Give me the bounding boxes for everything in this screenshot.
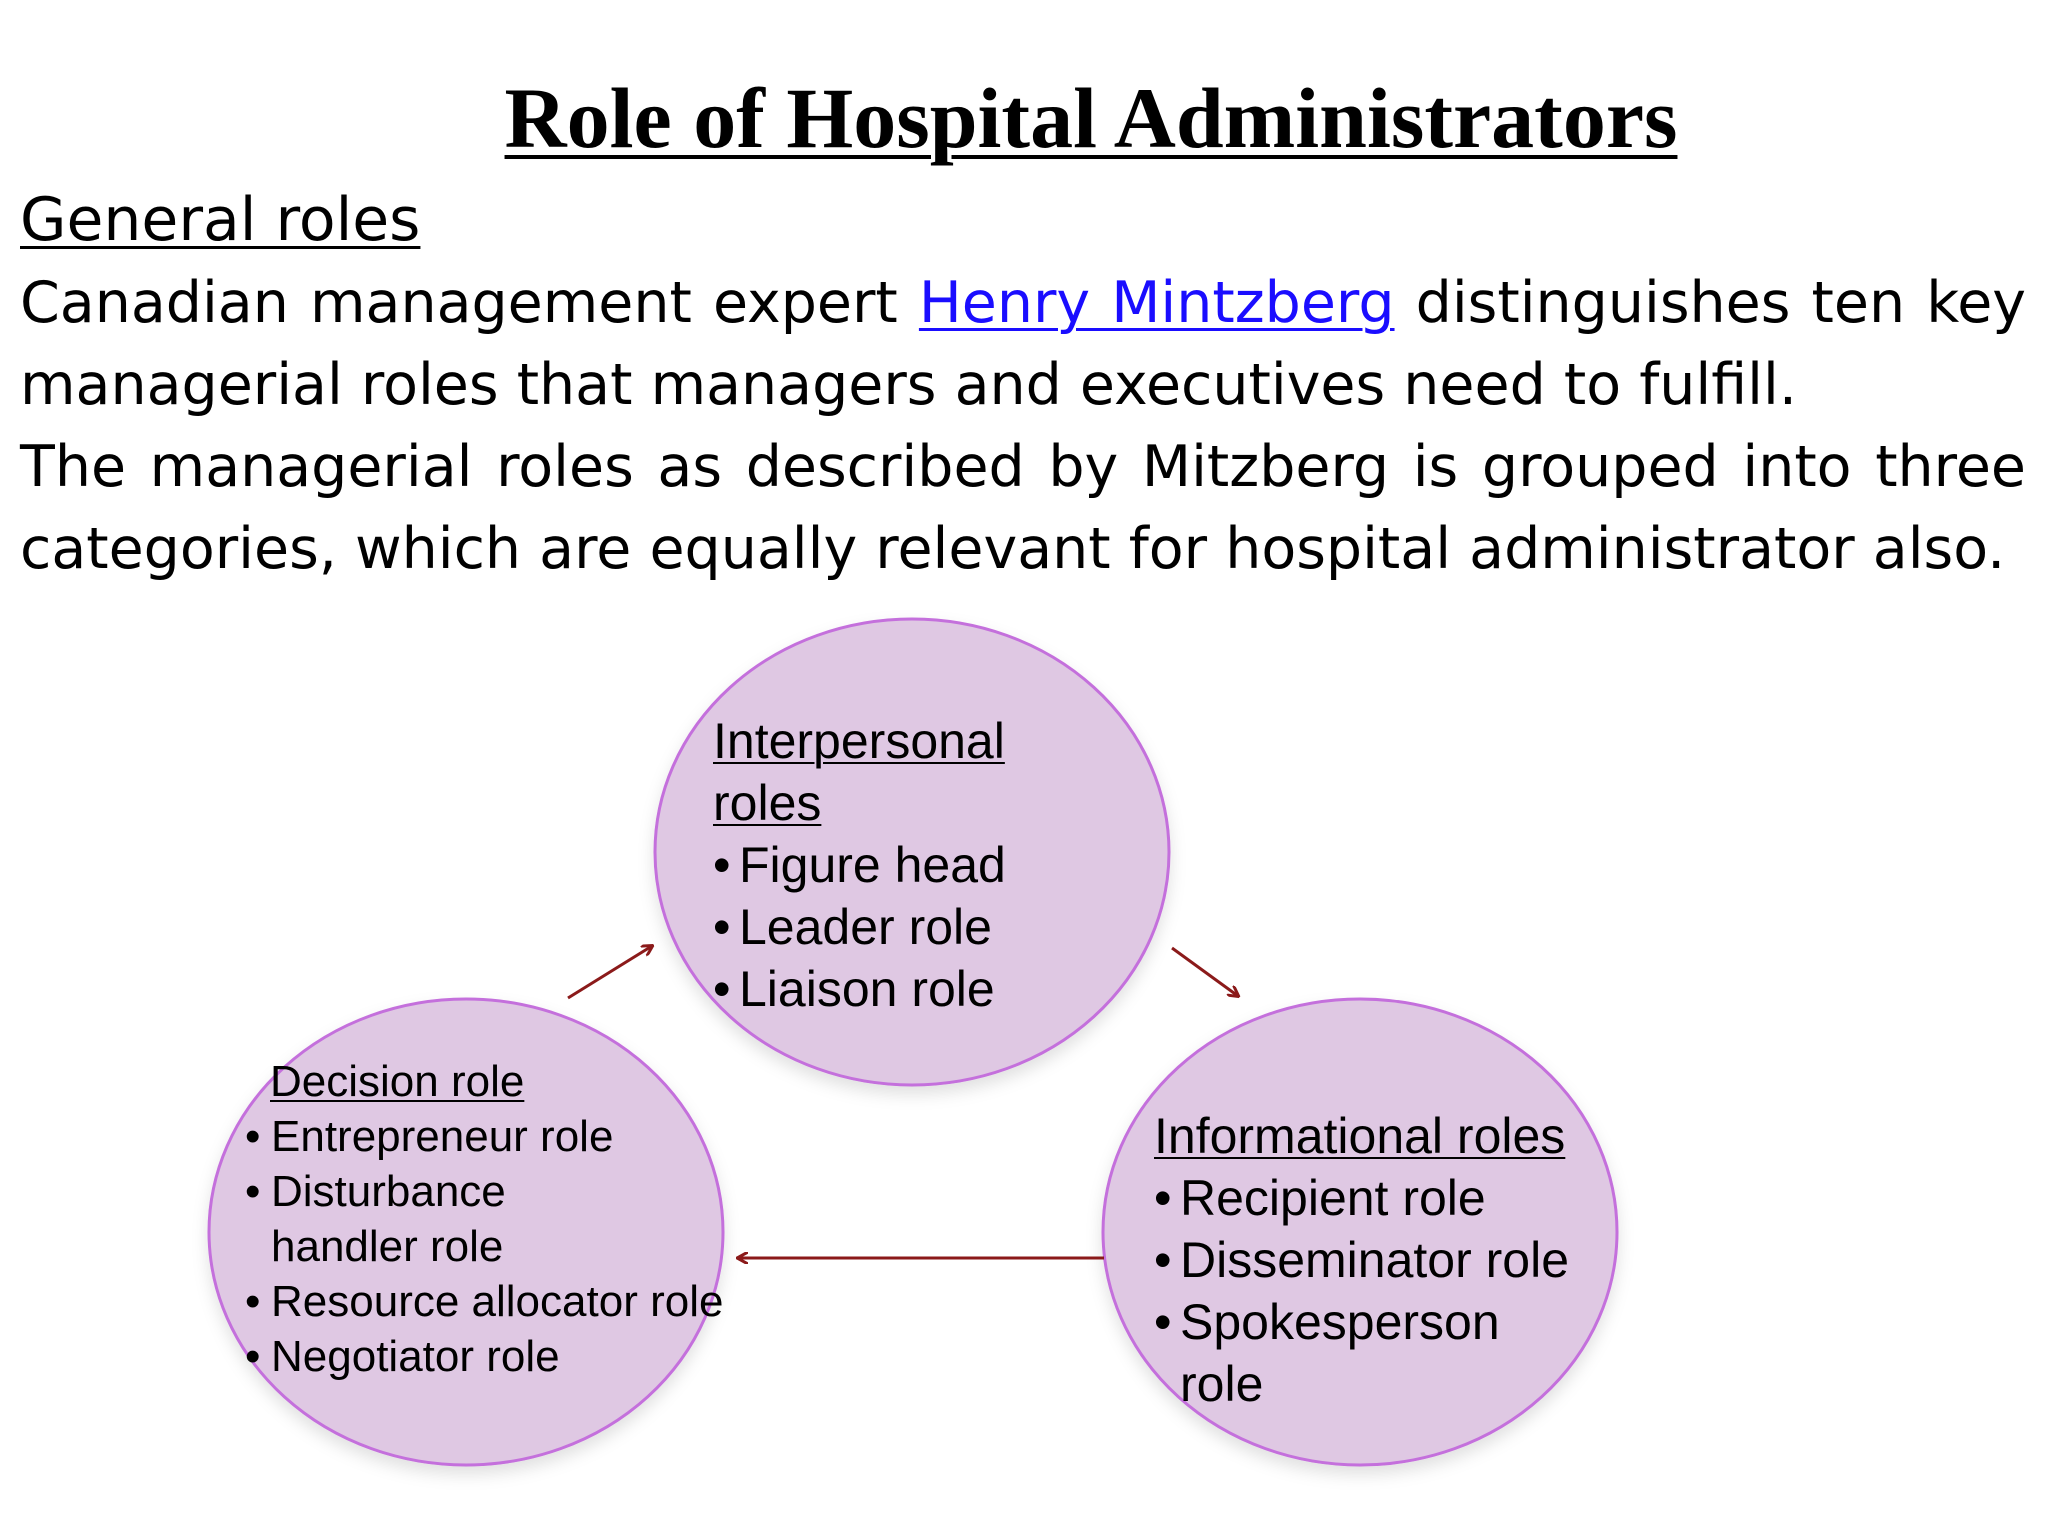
slide-title-text: Role of Hospital Administrators (504, 70, 1678, 166)
decision-roles-list (245, 1109, 765, 1384)
list-item: • Resource allocator role (245, 1274, 765, 1329)
henry-mintzberg-link[interactable]: Henry Mintzberg (918, 270, 1395, 336)
decision-roles-heading: Decision role (270, 1057, 525, 1106)
list-item: • Entrepreneur role (245, 1109, 765, 1164)
list-item: • Spokesperson role (1154, 1291, 1520, 1415)
categories-paragraph: The managerial roles as described by Mitzberg is grouped into three categories, which are equally relevant for hospital administrator also. (20, 434, 2026, 582)
list-item: • Figure head (713, 834, 1093, 896)
list-item: • Recipient role (1154, 1167, 1584, 1229)
list-item: • Disturbance handler role (245, 1164, 601, 1274)
informational-roles-group (1154, 1105, 1584, 1415)
intro-paragraph-start: Canadian management expert (20, 270, 919, 336)
decision-roles-group (245, 1054, 765, 1384)
informational-roles-list (1154, 1167, 1584, 1415)
intro-paragraph-end: distinguishes ten key managerial roles that managers and executives need to fulfill. (20, 270, 2026, 418)
interpersonal-roles-group (713, 710, 1093, 1020)
informational-roles-heading: Informational roles (1154, 1108, 1566, 1164)
list-item: • Negotiator role (245, 1329, 765, 1384)
list-item: • Disseminator role (1154, 1229, 1584, 1291)
interpersonal-roles-heading: Interpersonal roles (713, 713, 1005, 831)
arrow-interpersonal-to-informational (1172, 948, 1238, 996)
list-item: • Leader role (713, 896, 1093, 958)
list-item: • Liaison role (713, 958, 1093, 1020)
general-roles-heading: General roles (20, 185, 421, 255)
arrow-decision-to-interpersonal (568, 946, 652, 998)
interpersonal-roles-list (713, 834, 1093, 1020)
